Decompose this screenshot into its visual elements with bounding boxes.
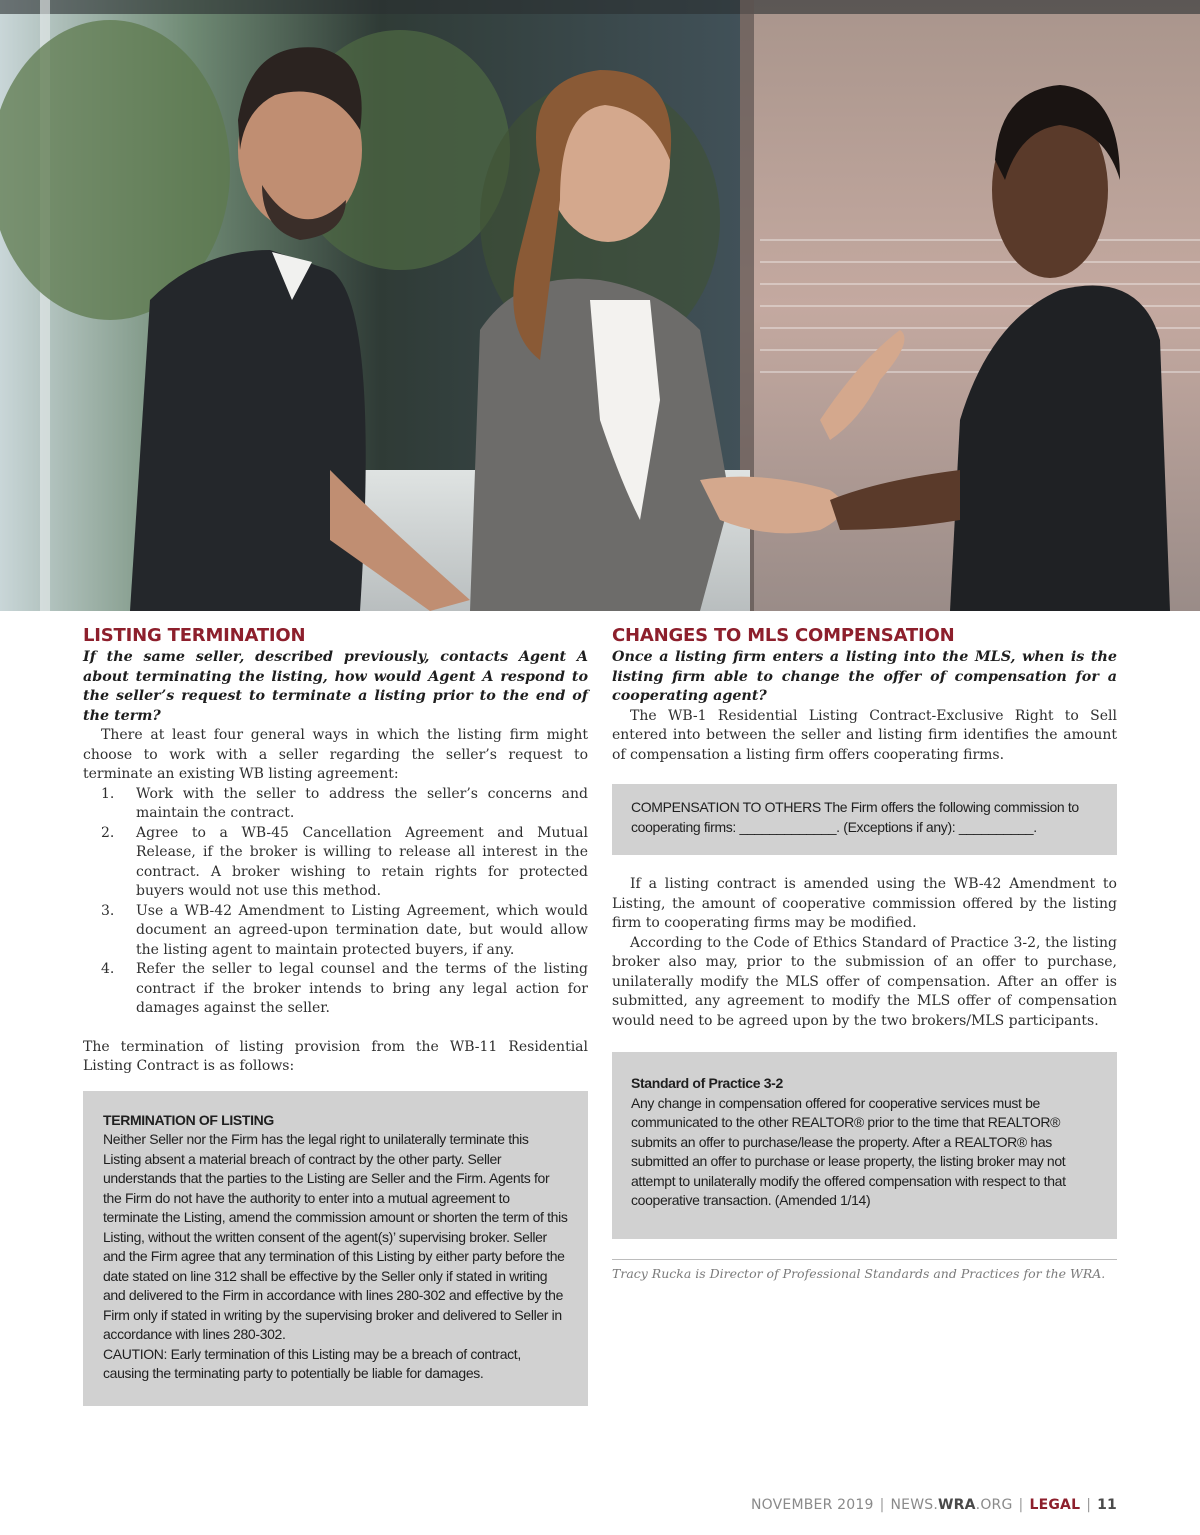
termination-provision-intro: The termination of listing provision from the WB-11 Residential Listing Contract is as follows: bbox=[83, 1038, 588, 1074]
mls-compensation-para-2: If a listing contract is amended using the WB-42 Amendment to Listing, the amount of cooperative commission offered by the listing firm to cooperating firms may be modified. bbox=[612, 876, 1117, 931]
termination-box-caution: CAUTION: Early termination of this Listing may be a breach of contract, causing the terminating party to potentially be liable for damages. bbox=[103, 1345, 521, 1381]
footer-separator: | bbox=[879, 1497, 885, 1513]
left-column bbox=[83, 624, 588, 1406]
list-item bbox=[101, 960, 588, 1019]
mls-compensation-heading: CHANGES TO MLS COMPENSATION bbox=[612, 625, 955, 646]
list-item bbox=[101, 824, 588, 902]
issue-date: NOVEMBER 2019 bbox=[750, 1497, 874, 1513]
list-item-number: 3. bbox=[101, 902, 115, 919]
site-brand: WRA bbox=[938, 1497, 976, 1513]
list-item-text: Agree to a WB-45 Cancellation Agreement and Mutual Release, if the broker is willing to release all interest in the contract. A broker wishing to retain rights for protected buyers would not use this method. bbox=[136, 824, 588, 899]
list-item bbox=[101, 785, 588, 824]
office-handshake-illustration bbox=[0, 0, 1200, 611]
divider bbox=[612, 1259, 1117, 1260]
mls-compensation-para-3: According to the Code of Ethics Standard of Practice 3-2, the listing broker also may, prior to the submission of an offer to purchase, unilaterally modify the MLS offer of compensation. After an offer is submitted, any agreement to modify the MLS offer of compensation would need to be agreed upon by the two brokers/MLS participants. bbox=[612, 934, 1117, 1029]
section-label: LEGAL bbox=[1029, 1497, 1081, 1513]
page-number: 11 bbox=[1097, 1497, 1117, 1513]
right-column bbox=[612, 624, 1117, 1281]
standard-box-body: Any change in compensation offered for cooperative services must be communicated to the other REALTOR® prior to the time that REALTOR® submits an offer to purchase/lease the property. After a REALTOR® has submitted an offer to purchase or lease property, the listing broker may not attempt to unilaterally modify the offered compensation with respect to that cooperative transaction. (Amended 1/14) bbox=[631, 1094, 1066, 1208]
footer-separator: | bbox=[1018, 1497, 1024, 1513]
site-prefix: NEWS. bbox=[890, 1497, 938, 1513]
list-item-number: 4. bbox=[101, 961, 115, 977]
listing-termination-question: If the same seller, described previously, contacts Agent A about terminating the listing, how would Agent A respond to the seller’s request to terminate a listing prior to the end of the term? bbox=[83, 649, 588, 724]
compensation-to-others-box bbox=[612, 784, 1117, 855]
termination-box-title: TERMINATION OF LISTING bbox=[103, 1111, 274, 1128]
termination-box-body: Neither Seller nor the Firm has the legal right to unilaterally terminate this Listing absent a material breach of contract by the other party. Seller understands that the parties to the Listing are Seller and the Firm. Agents for the Firm do not have the authority to enter into a mutual agreement to terminate the Listing, amend the commission amount or shorten the term of this Listing, without the written consent of the agent(s)’ supervising broker. Seller and the Firm agree that any termination of this Listing by either party before the date stated on line 312 shall be effective by the Seller only if stated in writing and delivered to the Firm in accordance with lines 280-302 and effective by the Firm only if stated in writing by the supervising broker and delivered to Seller in accordance with lines 280-302. bbox=[103, 1131, 568, 1342]
compensation-box-text: COMPENSATION TO OTHERS The Firm offers the following commission to cooperating firms: _____________. (Exceptions if any): __________. bbox=[631, 799, 1079, 835]
listing-termination-heading: LISTING TERMINATION bbox=[83, 625, 306, 646]
termination-options-list bbox=[101, 785, 588, 1019]
list-item-text: Refer the seller to legal counsel and the terms of the listing contract if the broker intends to bring any legal action for damages against the seller. bbox=[136, 961, 588, 1016]
list-item-number: 2. bbox=[101, 824, 115, 841]
standard-box-title: Standard of Practice 3-2 bbox=[631, 1075, 783, 1091]
site-suffix: .ORG bbox=[975, 1497, 1013, 1513]
mls-compensation-para-1: The WB-1 Residential Listing Contract-Exclusive Right to Sell entered into between the seller and listing firm identifies the amount of compensation a listing firm offers cooperating firms. bbox=[612, 707, 1117, 763]
author-byline: Tracy Rucka is Director of Professional Standards and Practices for the WRA. bbox=[612, 1265, 1106, 1281]
page-footer bbox=[751, 1497, 1117, 1513]
hero-photo bbox=[0, 0, 1200, 611]
termination-of-listing-box bbox=[83, 1091, 588, 1406]
mls-compensation-question: Once a listing firm enters a listing into the MLS, when is the listing firm able to change the offer of compensation for a cooperating agent? bbox=[612, 649, 1117, 704]
list-item-text: Use a WB-42 Amendment to Listing Agreement, which would document an agreed-upon termination date, but would allow the listing agent to maintain protected buyers, if any. bbox=[136, 902, 588, 958]
site-link[interactable] bbox=[891, 1497, 1013, 1513]
list-item-number: 1. bbox=[101, 785, 115, 802]
list-item-text: Work with the seller to address the seller’s concerns and maintain the contract. bbox=[136, 785, 588, 821]
standard-of-practice-box bbox=[612, 1052, 1117, 1239]
footer-separator: | bbox=[1086, 1497, 1092, 1513]
list-item bbox=[101, 902, 588, 961]
listing-termination-intro: There at least four general ways in which the listing firm might choose to work with a seller regarding the seller’s request to terminate an existing WB listing agreement: bbox=[83, 727, 588, 782]
